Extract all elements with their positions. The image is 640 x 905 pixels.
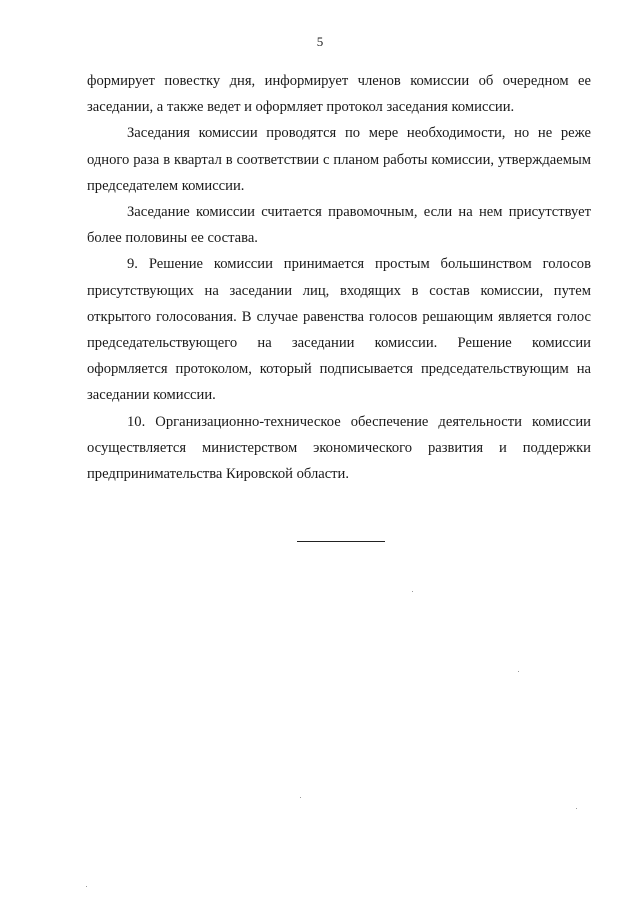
scan-speck <box>300 797 301 798</box>
paragraph-continuation: формирует повестку дня, информирует членов комиссии об очередном ее заседании, а также ведет и оформляет протокол заседания комиссии. <box>87 73 591 116</box>
end-separator-line <box>297 541 385 542</box>
paragraph-9-decision: 9. Решение комиссии принимается простым большинством голосов присутствующих на заседании лиц, входящих в состав комиссии, путем открытого голосования. В случае равенства голосов решающим является голос председательствующего на заседании комиссии. Решение комиссии оформляется протоколом, который подписывается председательствующим на заседании комиссии. <box>87 256 591 404</box>
scan-speck <box>576 808 577 809</box>
paragraph-meetings-frequency: Заседания комиссии проводятся по мере необходимости, но не реже одного раза в квартал в соответствии с планом работы комиссии, утверждаемым председателем комиссии. <box>87 125 591 194</box>
paragraph-10-support: 10. Организационно-техническое обеспечение деятельности комиссии осуществляется министерством экономического развития и поддержки предпринимательства Кировской области. <box>87 413 591 483</box>
page-number: 5 <box>316 34 324 49</box>
paragraph-quorum: Заседание комиссии считается правомочным, если на нем присутствует более половины ее состава. <box>87 204 591 247</box>
scan-speck <box>86 886 87 887</box>
document-body <box>87 68 591 487</box>
scan-speck <box>412 591 413 592</box>
scan-speck <box>518 671 519 672</box>
